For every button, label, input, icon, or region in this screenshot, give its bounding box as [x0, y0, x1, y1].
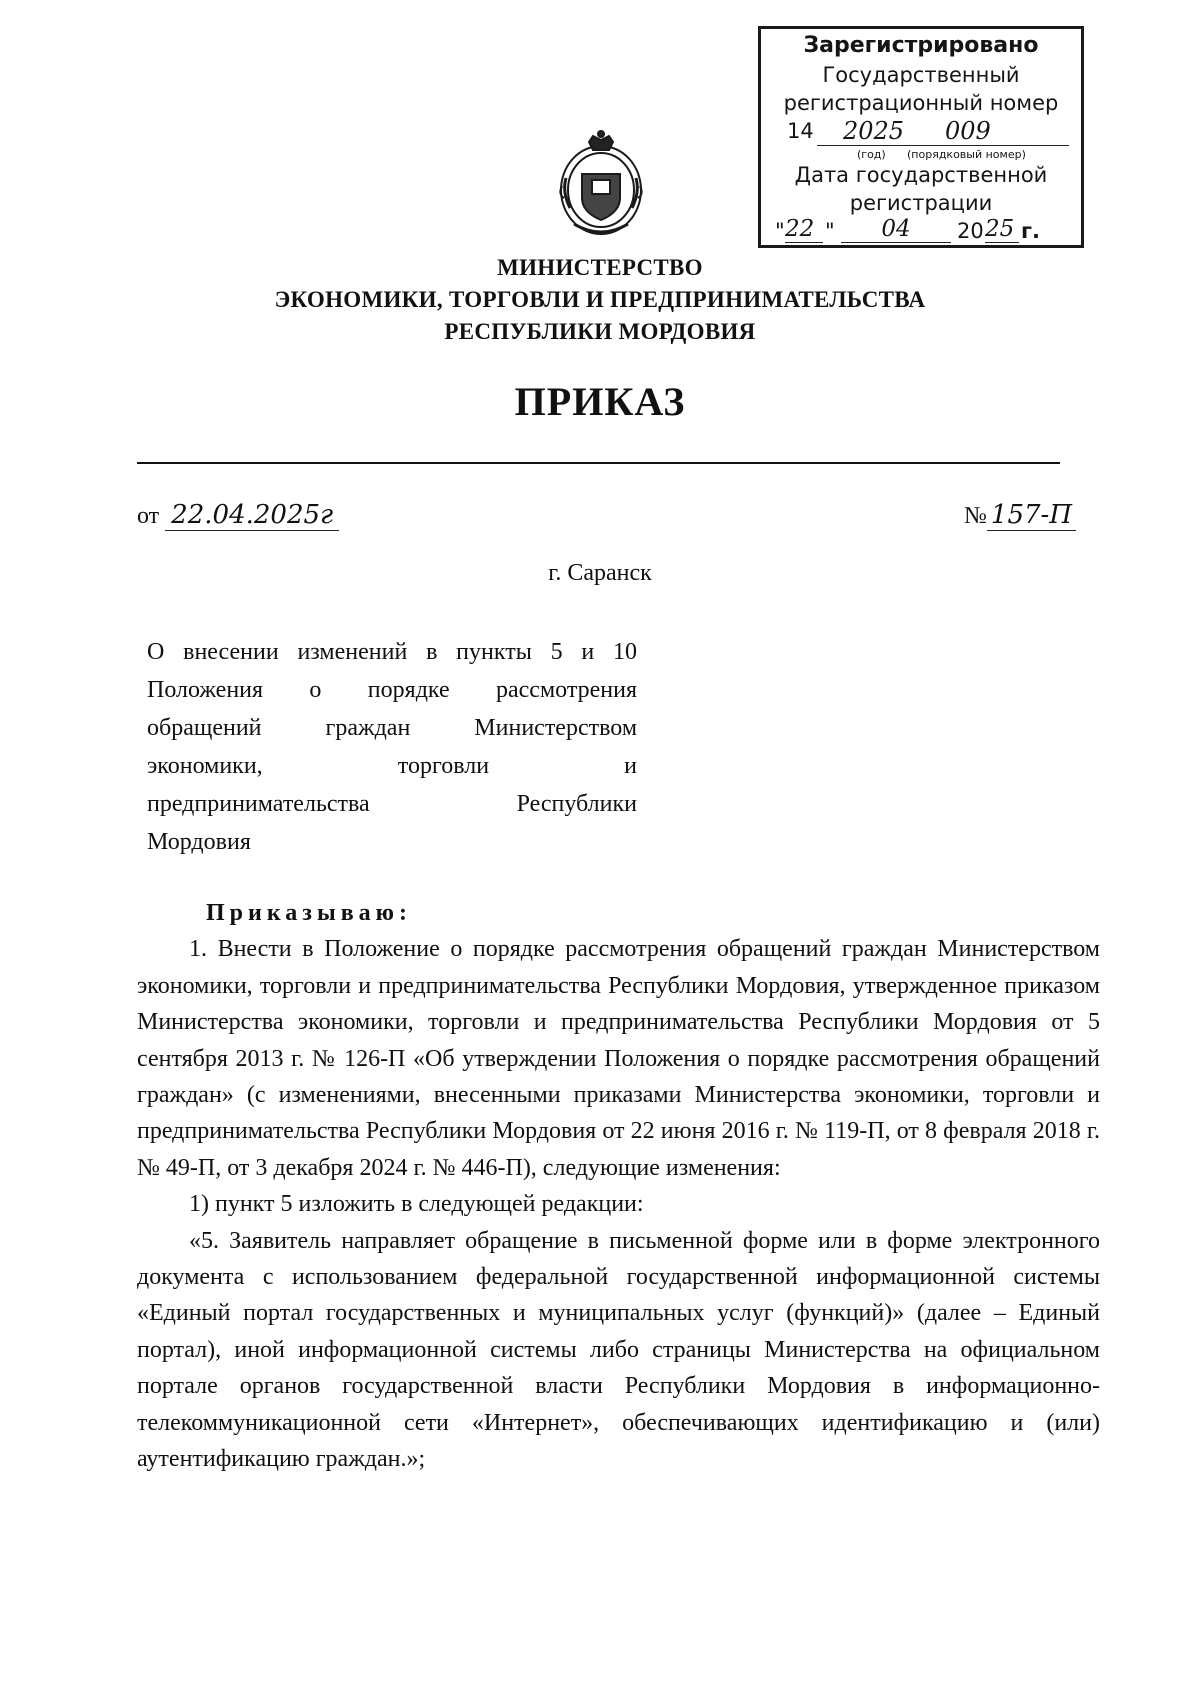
order-subject: [147, 633, 637, 861]
stamp-line-1: Государственный: [822, 63, 1020, 87]
stamp-year-prefix: 20: [957, 219, 984, 243]
header-divider: [137, 462, 1060, 464]
date-value: 22.04.2025г: [165, 500, 339, 531]
stamp-line-4: регистрации: [849, 191, 993, 215]
body-paragraph: «5. Заявитель направляет обращение в письменной форме или в форме электронного документа с использованием федеральной государственной информационной системы «Единый портал государственных и муниципальных услуг (функций)» (далее – Единый портал), иной информационной системы либо страницы Министерства на официальном портале органов государственной власти Республики Мордовия в информационно-телекоммуникационной сети «Интернет», обеспечивающих идентификацию и (или) аутентификацию граждан.»;: [137, 1227, 1100, 1473]
stamp-date-day: 22: [785, 216, 823, 243]
stamp-caption-seq: (порядковый номер): [907, 148, 1026, 161]
stamp-quote-open: ": [775, 219, 785, 243]
stamp-date-month: 04: [841, 216, 951, 243]
stamp-reg-year: 2025: [843, 117, 905, 145]
stamp-caption-year: (год): [857, 148, 886, 161]
stamp-reg-number: [817, 115, 1069, 146]
subject-line: Мордовия: [147, 829, 251, 855]
body-paragraph: 1. Внести в Положение о порядке рассмотрения обращений граждан Министерством экономики, торговли и предпринимательства Республики Мордовия, утвержденное приказом Министерства экономики, торговли и предпринимательства Республики Мордовия от 5 сентября 2013 г. № 126-П «Об утверждении Положения о порядке рассмотрения обращений граждан» (с изменениями, внесенными приказами Министерства экономики, торговли и предпринимательства Республики Мордовия от 22 июня 2016 г. № 119-П, от 8 февраля 2018 г. № 49-П, от 3 декабря 2024 г. № 446-П), следующие изменения:: [137, 936, 1100, 1181]
ministry-line-2: ЭКОНОМИКИ, ТОРГОВЛИ И ПРЕДПРИНИМАТЕЛЬСТВА: [274, 287, 926, 312]
subject-line: Положения о порядке рассмотрения: [147, 677, 637, 703]
order-directive: Приказываю:: [206, 900, 412, 926]
stamp-reg-seq: 009: [945, 117, 991, 145]
coat-of-arms-emblem: [554, 128, 648, 240]
ministry-line-3: РЕСПУБЛИКИ МОРДОВИЯ: [444, 319, 756, 344]
body-paragraph: 1) пункт 5 изложить в следующей редакции:: [189, 1191, 644, 1218]
stamp-reg-prefix: 14: [787, 119, 814, 143]
stamp-year-suffix: 25: [985, 216, 1019, 243]
city: г. Саранск: [548, 560, 652, 586]
stamp-quote-close: ": [825, 219, 835, 243]
stamp-line-2: регистрационный номер: [783, 91, 1059, 115]
ministry-name: [0, 252, 1200, 348]
stamp-title: Зарегистрировано: [803, 33, 1039, 58]
registration-stamp: [758, 26, 1084, 248]
number-prefix: №: [964, 503, 987, 529]
subject-line: О внесении изменений в пункты 5 и 10: [147, 639, 637, 665]
stamp-line-3: Дата государственной: [794, 163, 1048, 187]
subject-line: экономики, торговли и: [147, 753, 637, 779]
number-value: 157-П: [987, 500, 1076, 531]
order-date: [137, 500, 339, 530]
subject-line: обращений граждан Министерством: [147, 715, 637, 741]
order-body: [137, 895, 1100, 1478]
ministry-line-1: МИНИСТЕРСТВО: [497, 255, 703, 280]
document-title: ПРИКАЗ: [514, 379, 686, 424]
subject-line: предпринимательства Республики: [147, 791, 637, 817]
order-number: [964, 500, 1076, 530]
stamp-date: [775, 216, 1075, 245]
stamp-year-unit: г.: [1021, 219, 1040, 243]
date-prefix: от: [137, 503, 160, 529]
